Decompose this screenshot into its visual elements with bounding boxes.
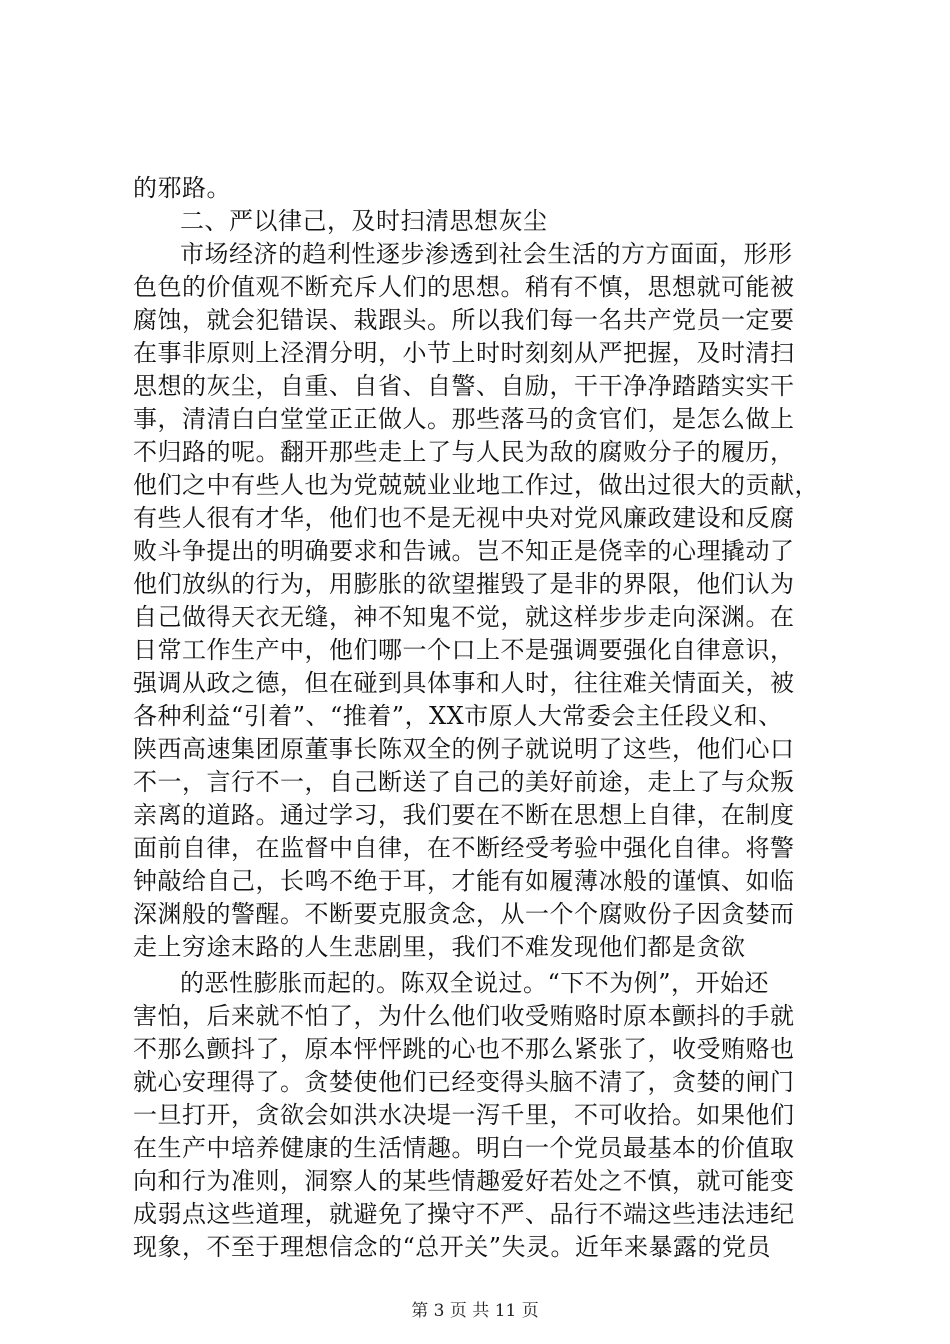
text-line: 的恶性膨胀而起的。陈双全说过。“下不为例”，开始还 [180,969,770,997]
section-heading: 二、严以律己，及时扫清思想灰尘 [180,207,548,235]
text-line: 就心安理得了。贪婪使他们已经变得头脑不清了，贪婪的闸门 [133,1068,795,1096]
text-line: 陕西高速集团原董事长陈双全的例子就说明了这些，他们心口 [133,735,795,763]
text-line: 自己做得天衣无缝，神不知鬼不觉，就这样步步走向深渊。在 [133,603,795,631]
text-line: 强调从政之德，但在碰到具体事和人时，往往难关情面关，被 [133,669,795,697]
text-line: 不那么颤抖了，原本怦怦跳的心也不那么紧张了，收受贿赂也 [133,1035,795,1063]
text-line: 不归路的呢。翻开那些走上了与人民为敌的腐败分子的履历， [133,438,795,466]
text-line: 腐蚀，就会犯错误、栽跟头。所以我们每一名共产党员一定要 [133,306,795,334]
text-line: 不一，言行不一，自己断送了自己的美好前途，走上了与众叛 [133,768,795,796]
text-line: 市场经济的趋利性逐步渗透到社会生活的方方面面，形形 [180,240,793,268]
text-line: 他们放纵的行为，用膨胀的欲望摧毁了是非的界限，他们认为 [133,570,795,598]
page-number-footer: 第 3 页 共 11 页 [411,1301,539,1321]
text-line: 走上穷途末路的人生悲剧里，我们不难发现他们都是贪欲 [133,933,746,961]
text-line: 的邪路。 [133,174,231,202]
text-line: 一旦打开，贪欲会如洪水决堤一泻千里，不可收拾。如果他们 [133,1101,795,1129]
text-line: 害怕，后来就不怕了，为什么他们收受贿赂时原本颤抖的手就 [133,1002,795,1030]
text-line: 向和行为准则，洞察人的某些情趣爱好若处之不慎，就可能变 [133,1167,795,1195]
text-line: 色色的价值观不断充斥人们的思想。稍有不慎，思想就可能被 [133,273,795,301]
text-line: 日常工作生产中，他们哪一个口上不是强调要强化自律意识， [133,636,795,664]
text-line: 面前自律，在监督中自律，在不断经受考验中强化自律。将警 [133,834,795,862]
text-line: 在生产中培养健康的生活情趣。明白一个党员最基本的价值取 [133,1134,795,1162]
text-line: 现象，不至于理想信念的“总开关”失灵。近年来暴露的党员 [133,1233,772,1261]
text-line: 成弱点这些道理，就避免了操守不严、品行不端这些违法违纪 [133,1200,795,1228]
text-line: 各种利益“引着”、“推着”，XX市原人大常委会主任段义和、 [133,702,783,730]
text-line: 事，清清白白堂堂正正做人。那些落马的贪官们，是怎么做上 [133,405,795,433]
text-line: 深渊般的警醒。不断要克服贪念，从一个个腐败份子因贪婪而 [133,900,795,928]
text-line: 思想的灰尘，自重、自省、自警、自励，干干净净踏踏实实干 [133,372,795,400]
text-line: 败斗争提出的明确要求和告诫。岂不知正是侥幸的心理撬动了 [133,537,795,565]
text-line: 亲离的道路。通过学习，我们要在不断在思想上自律，在制度 [133,801,795,829]
text-line: 有些人很有才华，他们也不是无视中央对党风廉政建设和反腐 [133,504,795,532]
text-line: 在事非原则上泾渭分明，小节上时时刻刻从严把握，及时清扫 [133,339,795,367]
text-line: 他们之中有些人也为党兢兢业业地工作过，做出过很大的贡献， [133,471,819,499]
text-line: 钟敲给自己，长鸣不绝于耳，才能有如履薄冰般的谨慎、如临 [133,867,795,895]
